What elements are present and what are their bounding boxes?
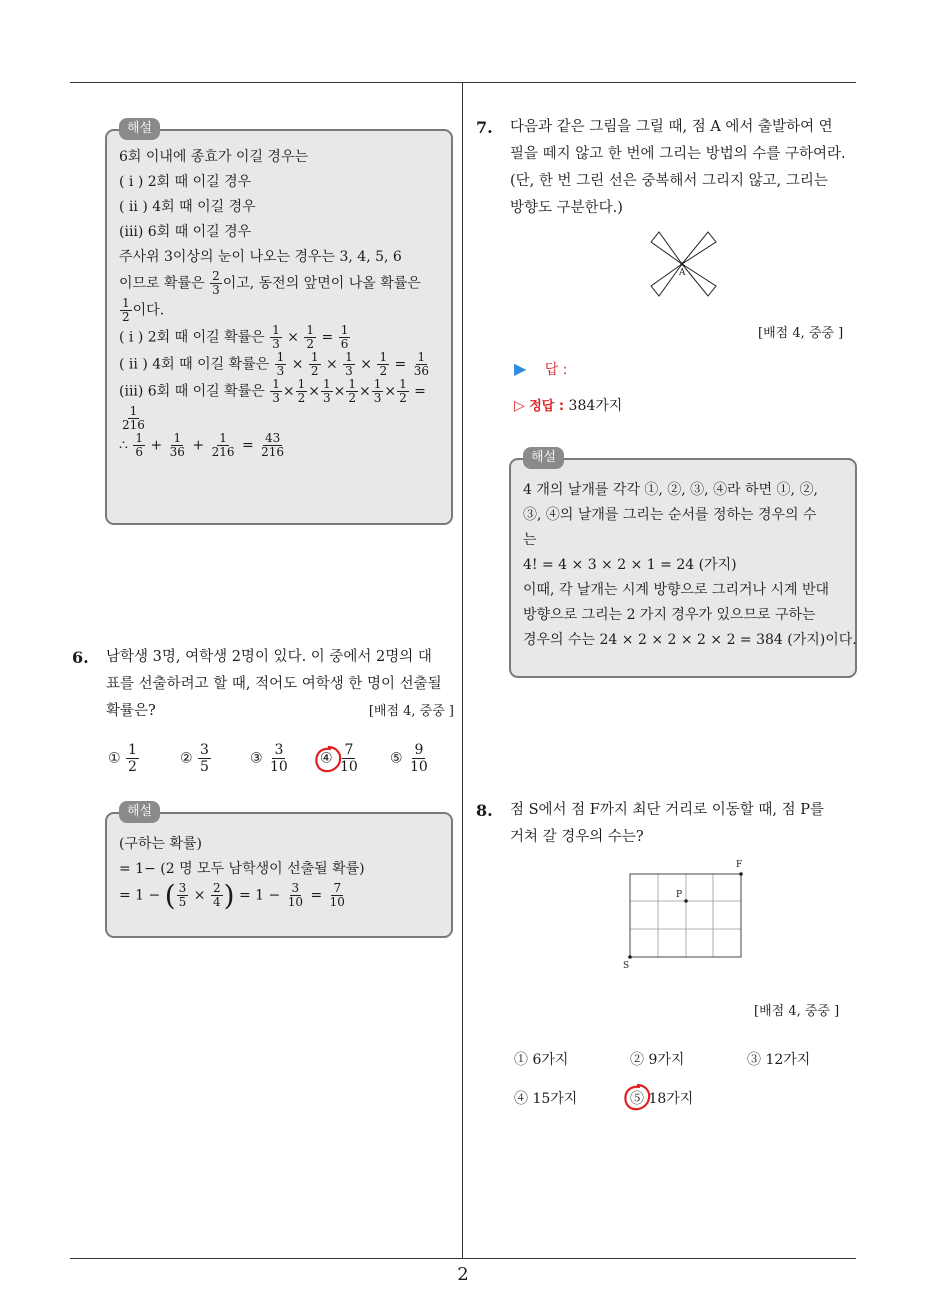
point-s-label: S bbox=[623, 961, 630, 971]
question-7-text: 다음과 같은 그림을 그릴 때, 점 A 에서 출발하여 연 필을 떼지 않고 한 번에 그리는 방법의 수를 구하여라. (단, 한 번 그린 선은 중복해서 그리지 않고, 그리는 방향도 구분한다.) bbox=[510, 119, 846, 216]
choice-3[interactable]: ③ $\frac{3}{10}$ bbox=[250, 742, 288, 775]
fraction: $\frac{1}{2}$ bbox=[122, 296, 130, 324]
answer-row: ▶ 답 : bbox=[514, 359, 568, 378]
choice-4[interactable]: ④ $\frac{7}{10}$ bbox=[320, 742, 358, 775]
page-number: 2 bbox=[457, 1264, 469, 1285]
propeller-figure bbox=[645, 230, 725, 300]
sol5-line: $\frac{1}{216}$ bbox=[122, 404, 145, 432]
choice-2[interactable]: ② 9가지 bbox=[630, 1052, 685, 1068]
choice-3[interactable]: ③ 12가지 bbox=[747, 1052, 811, 1068]
sol5-line: $\frac{1}{2}$ 이다. bbox=[122, 296, 165, 324]
correct-answer-row: ▷ 정답 : 384가지 bbox=[514, 398, 623, 414]
question-7-number: 7. bbox=[476, 118, 493, 137]
sol5-line: (iii) 6회 때 이길 확률은 $\frac{1}{3}$ × $\frac{1}{2}$ × $\frac{1}{3}$ × $\frac{1}{2}$ × $\frac{1}{3}$ × $\frac{1}{2}$ = bbox=[119, 377, 426, 405]
play-arrow-icon: ▶ bbox=[514, 359, 527, 378]
choice-1[interactable]: ① $\frac{1}{2}$ bbox=[108, 742, 137, 775]
fraction: $\frac{2}{3}$ bbox=[212, 269, 220, 297]
point-p-label: P bbox=[676, 890, 683, 900]
choice-2[interactable]: ② $\frac{3}{5}$ bbox=[180, 742, 209, 775]
solution-box-5 bbox=[105, 121, 453, 525]
question-8-score: [배점 4, 중중 ] bbox=[754, 1004, 840, 1019]
sol5-line: ( i ) 2회 때 이길 확률은 $\frac{1}{3}$ × $\frac{1}{2}$ = $\frac{1}{6}$ bbox=[119, 323, 349, 351]
choice-5[interactable]: ⑤ $\frac{9}{10}$ bbox=[390, 742, 428, 775]
sol5-line: ( ii ) 4회 때 이길 확률은 $\frac{1}{3}$ × $\frac{1}{2}$ × $\frac{1}{3}$ × $\frac{1}{2}$ = $\frac{1}{36}$ bbox=[119, 350, 430, 378]
sol5-line: 주사위 3이상의 눈이 나오는 경우는 3, 4, 5, 6 bbox=[119, 249, 402, 265]
question-8-text: 점 S에서 점 F까지 최단 거리로 이동할 때, 점 P를 거쳐 갈 경우의 수는? bbox=[510, 802, 824, 845]
column-divider bbox=[462, 83, 463, 1258]
grid-figure bbox=[620, 856, 760, 971]
sol5-line: ( ii ) 4회 때 이길 경우 bbox=[119, 199, 256, 215]
point-a-label: A bbox=[679, 268, 686, 278]
point-f-label: F bbox=[736, 860, 743, 870]
question-7-score: [배점 4, 중중 ] bbox=[758, 326, 844, 341]
sol5-line: 이므로 확률은 $\frac{2}{3}$ 이고, 동전의 앞면이 나올 확률은 bbox=[119, 269, 421, 297]
solution-box-7: 해설 4 개의 날개를 각각 ①, ②, ③, ④라 하면 ①, ②, ③, ④의 날개를 그리는 순서를 정하는 경우의 수 는 4! = 4 × 3 × 2 × 1 = 24 (가지) 이때, 각 날개는 시계 방향으로 그리거나 시계 반대 방향으로 그리는 2 가지 경우가 있으므로 구하는 경우의 수는 24 × 2 × 2 × 2 × 2 = 384 (가지)이다. bbox=[509, 458, 857, 678]
solution-tag: 해설 bbox=[119, 801, 160, 823]
sol5-line: ( i ) 2회 때 이길 경우 bbox=[119, 174, 252, 190]
question-6-number: 6. bbox=[72, 648, 89, 667]
question-8-number: 8. bbox=[476, 801, 493, 820]
outline-arrow-icon: ▷ bbox=[514, 398, 525, 414]
sol5-line: (iii) 6회 때 이길 경우 bbox=[119, 224, 252, 240]
solution-tag: 해설 bbox=[119, 118, 160, 140]
choice-5[interactable]: ⑤ 18가지 bbox=[630, 1091, 694, 1107]
solution-tag: 해설 bbox=[523, 447, 564, 469]
question-6-score: [배점 4, 중중 ] bbox=[368, 704, 454, 719]
sol5-line: 6회 이내에 종효가 이길 경우는 bbox=[119, 149, 308, 165]
answer-circle-mark bbox=[622, 1082, 652, 1112]
answer-circle-mark bbox=[313, 744, 343, 774]
choice-1[interactable]: ① 6가지 bbox=[514, 1052, 569, 1068]
choice-4[interactable]: ④ 15가지 bbox=[514, 1091, 578, 1107]
question-6-text: 남학생 3명, 여학생 2명이 있다. 이 중에서 2명의 대 표를 선출하려고 할 때, 적어도 여학생 한 명이 선출될 확률은? [배점 4, 중중 ] bbox=[106, 644, 458, 725]
bottom-rule bbox=[70, 1258, 856, 1259]
top-rule bbox=[70, 82, 856, 83]
solution-box-6: 해설 (구하는 확률) = 1− (2 명 모두 남학생이 선출될 확률) = 1 − ( $\frac{3}{5}$ × $\frac{2}{4}$ ) = 1 − $\frac{3}{10}$ = $\frac{7}{10}$ bbox=[105, 812, 453, 938]
sol5-line: ∴ $\frac{1}{6}$ + $\frac{1}{36}$ + $\frac{1}{216}$ = $\frac{43}{216}$ bbox=[119, 431, 285, 459]
